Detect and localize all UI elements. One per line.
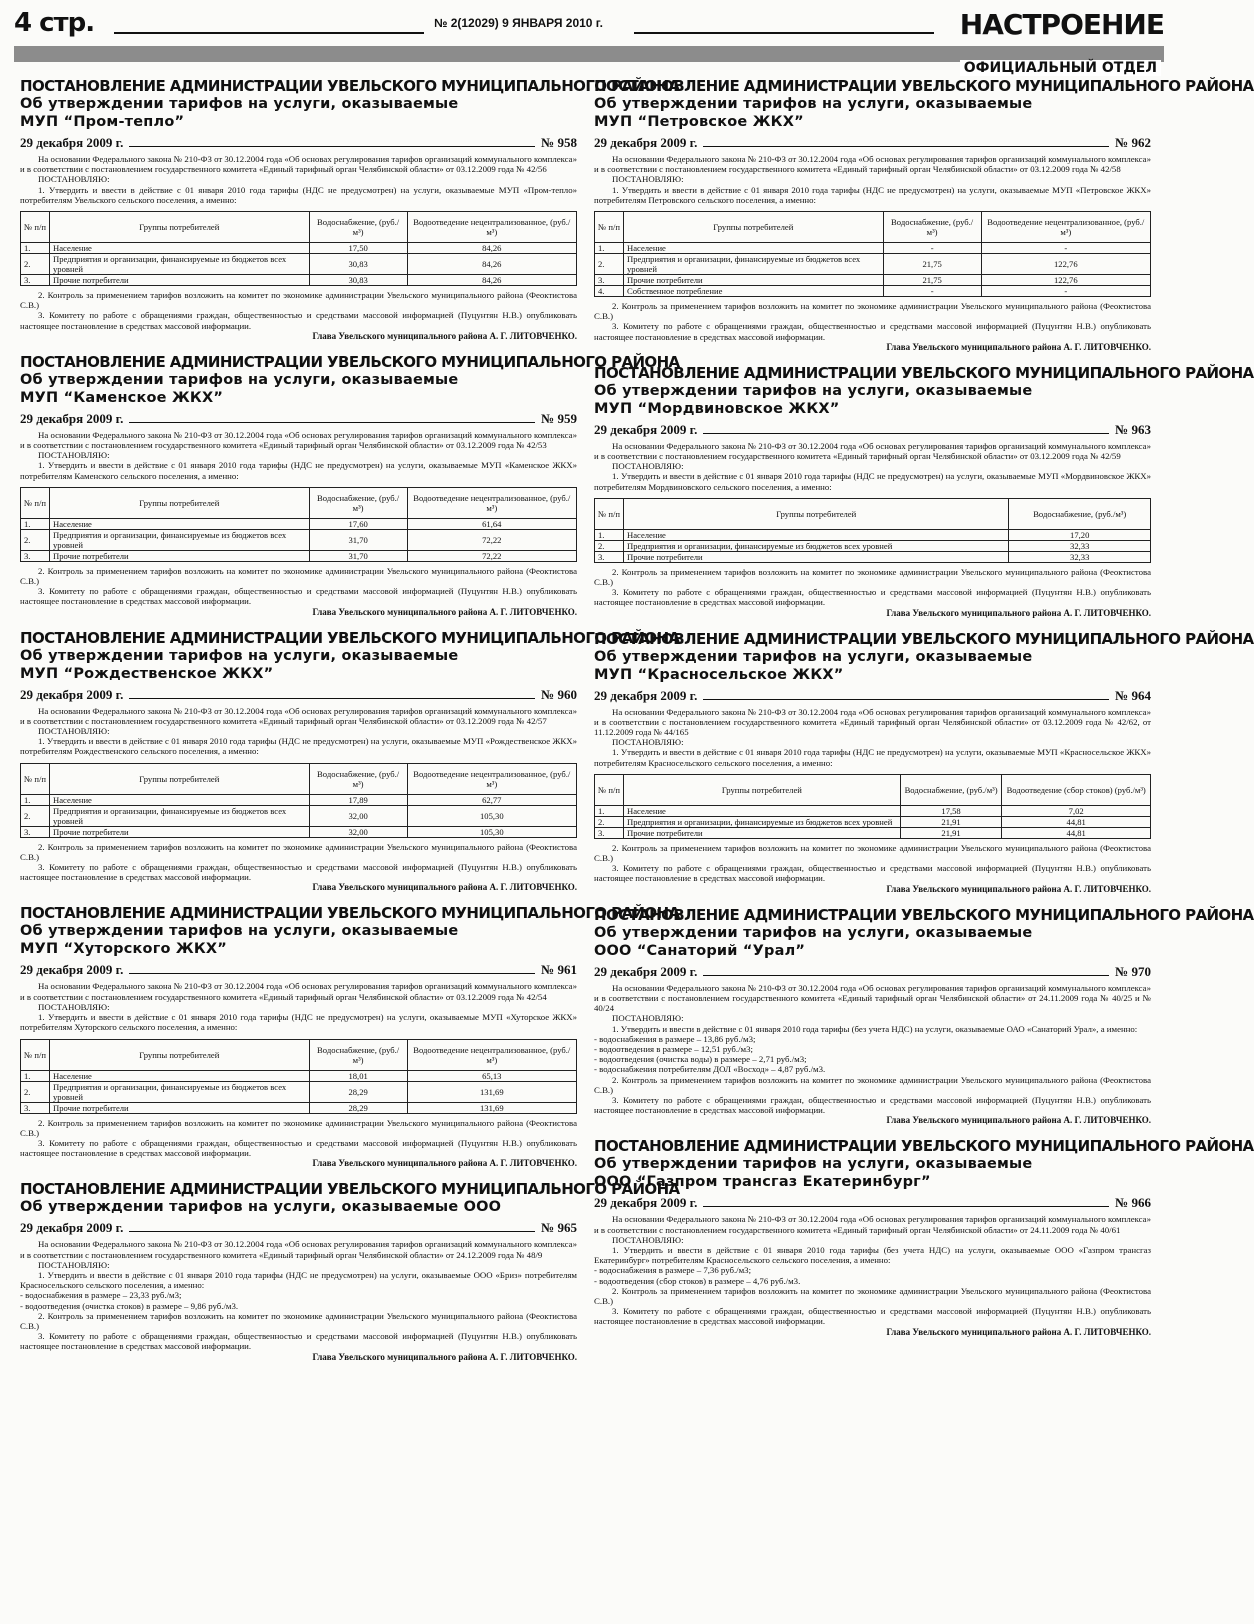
signature: Глава Увельского муниципального района А. Г. ЛИТОВЧЕНКО. [886,341,1151,352]
table-cell: 3. [595,275,624,286]
clause-2: 2. Контроль за применением тарифов возложить на комитет по экономике администрации Увельского муниципального района (Феоктистова С.В.) [20,565,577,587]
table-cell: 2. [21,805,50,826]
table-header: Водоотведение нецентрализованное, (руб./м³) [407,212,576,243]
clause-1: 1. Утвердить и ввести в действие с 01 января 2010 года тарифы (НДС не предусмотрен) на услуги, оказываемые ООО «Бриз» потребителям Красносельского сельского поселения, а именно: [20,1269,577,1291]
table-cell: 1. [21,243,50,254]
table-header: Группы потребителей [50,212,310,243]
table-cell: 1. [595,805,624,816]
table-row [595,805,1151,816]
resolution-heading: ПОСТАНОВЛЕНИЕ АДМИНИСТРАЦИИ УВЕЛЬСКОГО МУНИЦИПАЛЬНОГО РАЙОНА [594,363,1254,382]
table-row [595,551,1151,562]
table-header: Водоснабжение, (руб./м³) [309,212,407,243]
table-cell: - [981,243,1150,254]
table-cell: 30,83 [309,254,407,275]
resolution-number: № 960 [541,686,577,702]
preamble: На основании Федерального закона № 210-ФЗ от 30.12.2004 года «Об основах регулирования тарифов организаций коммунального комплекса» и в соответствии с постановлением государственного комитета «Единый тарифный орган Челябинской области» от 24.12.2009 года № 48/9 [20,1239,577,1260]
table-row [21,529,577,550]
table-cell: 31,70 [309,529,407,550]
table-header: Группы потребителей [624,774,901,805]
table-row [595,827,1151,838]
resolution-subject: Об утверждении тарифов на услуги, оказываемые [20,96,459,112]
table-cell: Население [624,243,884,254]
table-header: Водоснабжение, (руб./м³) [883,212,981,243]
resolution-number: № 961 [541,962,577,978]
table-cell: 2. [595,540,624,551]
table-cell: 28,29 [309,1081,407,1102]
table-cell: 72,22 [407,550,576,561]
clause-3: 3. Комитету по работе с обращениями граждан, общественностью и средствами массовой информацией (Пуцунтян Н.В.) опубликовать настоящее постановление в средствах массовой информации. [594,1306,1151,1327]
tariff-table [20,763,577,838]
table-cell: - [981,286,1150,297]
table-header: № п/п [21,763,50,794]
table-header: Водоснабжение, (руб./м³) [309,1039,407,1070]
table-row [21,550,577,561]
clause-2: 2. Контроль за применением тарифов возложить на комитет по экономике администрации Увельского муниципального района (Феоктистова С.В.) [594,301,1151,322]
table-cell: 21,91 [900,816,1002,827]
resolve-word: ПОСТАНОВЛЯЮ: [38,174,110,185]
table-cell: 32,00 [309,805,407,826]
clause-3: 3. Комитету по работе с обращениями граждан, общественностью и средствами массовой информацией (Пуцунтян Н.В.) опубликовать настоящее постановление в средствах массовой информации. [20,586,577,607]
tariff-line: - водоснабжения потребителям ДОЛ «Восход» – 4,87 руб./м3. [594,1064,826,1075]
table-cell: 32,00 [309,826,407,837]
table-cell: 84,26 [407,243,576,254]
resolution-960 [20,628,680,894]
resolution-subject: Об утверждении тарифов на услуги, оказываемые [594,924,1033,941]
page-number: 4 стр. [14,8,95,38]
date-line [594,688,1151,704]
resolution-date: 29 декабря 2009 г. [594,421,698,437]
table-cell: 21,75 [883,254,981,275]
clause-1: 1. Утвердить и ввести в действие с 01 января 2010 года тарифы (без учета НДС) на услуги, оказываемые ОАО «Санаторий Урал», а именно: [612,1023,1138,1034]
table-row [595,254,1151,275]
clause-2: 2. Контроль за применением тарифов возложить на комитет по экономике администрации Увельского муниципального района (Феоктистова С.В.) [594,1285,1151,1306]
clause-2: 2. Контроль за применением тарифов возложить на комитет по экономике администрации Увельского муниципального района (Феоктистова С.В.) [594,842,1151,864]
table-row [21,794,577,805]
table-cell: 3. [21,1102,50,1113]
date-line [20,1220,577,1236]
resolution-date: 29 декабря 2009 г. [20,1220,124,1236]
resolution-heading: ПОСТАНОВЛЕНИЕ АДМИНИСТРАЦИИ УВЕЛЬСКОГО МУНИЦИПАЛЬНОГО РАЙОНА [20,904,680,923]
table-header: Группы потребителей [50,1039,310,1070]
table-cell: 2. [21,529,50,550]
table-cell: 122,76 [981,254,1150,275]
table-row [21,1070,577,1081]
table-cell: Население [624,529,1009,540]
signature: Глава Увельского муниципального района А. Г. ЛИТОВЧЕНКО. [886,1115,1151,1126]
table-cell: 21,75 [883,275,981,286]
tariff-line: - водоснабжения в размере – 7,36 руб./м3; [594,1265,752,1276]
clause-1: 1. Утвердить и ввести в действие с 01 января 2010 года тарифы (НДС не предусмотрен) на услуги, оказываемые МУП «Красносельское ЖКХ» потребителям Красносельского сельского поселения, а именно: [594,747,1151,768]
table-cell: Предприятия и организации, финансируемые из бюджетов всех уровней [50,805,310,826]
table-cell: 72,22 [407,529,576,550]
preamble: На основании Федерального закона № 210-ФЗ от 30.12.2004 года «Об основах регулирования тарифов организаций коммунального комплекса» и в соответствии с постановлением государственного комитета «Единый тарифный орган Челябинской области» от 03.12.2009 года № 42/53 [20,429,577,451]
table-cell: Собственное потребление [624,286,884,297]
resolution-heading: ПОСТАНОВЛЕНИЕ АДМИНИСТРАЦИИ УВЕЛЬСКОГО МУНИЦИПАЛЬНОГО РАЙОНА [20,352,680,371]
table-cell: - [883,243,981,254]
preamble: На основании Федерального закона № 210-ФЗ от 30.12.2004 года «Об основах регулирования тарифов организаций коммунального комплекса» и в соответствии с постановлением государственного комитета «Единый тарифный орган Челябинской области» от 03.12.2009 года № 42/62, от 11.12.2009 года № 44/165 [594,706,1151,738]
table-row [21,805,577,826]
resolution-organization: МУП “Мордвиновское ЖКХ” [594,400,840,417]
table-header: Группы потребителей [50,487,310,518]
table-cell: Прочие потребители [50,275,310,286]
table-header: Водоснабжение, (руб./м³) [900,774,1002,805]
resolution-heading: ПОСТАНОВЛЕНИЕ АДМИНИСТРАЦИИ УВЕЛЬСКОГО МУНИЦИПАЛЬНОГО РАЙОНА [594,629,1254,648]
resolution-organization: МУП “Красносельское ЖКХ” [594,666,844,683]
table-cell: 105,30 [407,805,576,826]
clause-2: 2. Контроль за применением тарифов возложить на комитет по экономике администрации Увельского муниципального района (Феоктистова С.В.) [20,1117,577,1138]
table-cell: 1. [21,794,50,805]
table-header: № п/п [21,212,50,243]
table-cell: Предприятия и организации, финансируемые из бюджетов всех уровней [624,816,901,827]
resolution-date: 29 декабря 2009 г. [20,686,124,702]
preamble: На основании Федерального закона № 210-ФЗ от 30.12.2004 года «Об основах регулирования тарифов организаций коммунального комплекса» и в соответствии с постановлением государственного комитета «Единый тарифный орган Челябинской области» от 03.12.2009 года № 42/56 [20,154,577,175]
table-cell: Население [50,1070,310,1081]
clause-3: 3. Комитету по работе с обращениями граждан, общественностью и средствами массовой информацией (Пуцунтян Н.В.) опубликовать настоящее постановление в средствах массовой информации. [20,310,577,331]
date-line [594,1195,1151,1211]
clause-1: 1. Утвердить и ввести в действие с 01 января 2010 года тарифы (НДС не предусмотрен) на услуги, оказываемые МУП «Хуторское ЖКХ» потребителям Хуторского сельского поселения, а именно: [20,1012,577,1033]
table-header: Водоотведение нецентрализованное, (руб./м³) [407,487,576,518]
table-cell: 17,58 [900,805,1002,816]
table-cell: Прочие потребители [624,275,884,286]
table-cell: 105,30 [407,826,576,837]
preamble: На основании Федерального закона № 210-ФЗ от 30.12.2004 года «Об основах регулирования тарифов организаций коммунального комплекса» и в соответствии с постановлением государственного комитета «Единый тарифный орган Челябинской области» от 03.12.2009 года № 42/54 [20,981,577,1002]
clause-1: 1. Утвердить и ввести в действие с 01 января 2010 года тарифы (НДС не предусмотрен) на услуги, оказываемые МУП «Каменское ЖКХ» потребителям Каменского сельского поселения, а именно: [20,460,577,481]
table-cell: Прочие потребители [624,551,1009,562]
resolution-date: 29 декабря 2009 г. [594,687,698,703]
resolve-word: ПОСТАНОВЛЯЮ: [612,1013,684,1024]
resolution-heading: ПОСТАНОВЛЕНИЕ АДМИНИСТРАЦИИ УВЕЛЬСКОГО МУНИЦИПАЛЬНОГО РАЙОНА [594,1137,1254,1156]
resolution-959 [20,352,680,618]
resolution-date: 29 декабря 2009 г. [20,135,124,150]
resolution-number: № 970 [1115,963,1151,979]
resolution-organization: МУП “Петровское ЖКХ” [594,114,804,130]
table-header: № п/п [595,774,624,805]
preamble: На основании Федерального закона № 210-ФЗ от 30.12.2004 года «Об основах регулирования тарифов организаций коммунального комплекса» и в соответствии с постановлением государственного комитета «Единый тарифный орган Челябинской области» от 24.11.2009 года № 40/25 и № 40/24 [594,982,1151,1014]
table-cell: Прочие потребители [50,826,310,837]
resolution-number: № 966 [1115,1195,1151,1211]
signature: Глава Увельского муниципального района А. Г. ЛИТОВЧЕНКО. [312,1351,577,1362]
table-cell: Предприятия и организации, финансируемые из бюджетов всех уровней [624,254,884,275]
tariff-line: - водоотведения (сбор стоков) в размере – 4,76 руб./м3. [594,1275,801,1286]
resolution-heading: ПОСТАНОВЛЕНИЕ АДМИНИСТРАЦИИ УВЕЛЬСКОГО МУНИЦИПАЛЬНОГО РАЙОНА [594,905,1254,924]
resolution-number: № 962 [1115,135,1151,150]
table-cell: 3. [21,550,50,561]
table-header: Водоотведение нецентрализованное, (руб./м³) [981,212,1150,243]
table-cell: 3. [21,826,50,837]
table-row [595,286,1151,297]
clause-1: 1. Утвердить и ввести в действие с 01 января 2010 года тарифы (НДС не предусмотрен) на услуги, оказываемые МУП «Петровское ЖКХ» потребителям Петровского сельского поселения, а именно: [594,184,1151,205]
clause-3: 3. Комитету по работе с обращениями граждан, общественностью и средствами массовой информацией (Пуцунтян Н.В.) опубликовать настоящее постановление в средствах массовой информации. [20,1137,577,1159]
tariff-line: - водоотведения (очистка воды) в размере – 2,71 руб./м3; [594,1054,807,1065]
table-cell: 18,01 [309,1070,407,1081]
resolution-date: 29 декабря 2009 г. [594,1195,698,1211]
resolution-subject: Об утверждении тарифов на услуги, оказываемые [20,371,459,388]
table-cell: 44,81 [1002,816,1151,827]
table-cell: 30,83 [309,275,407,286]
table-cell: - [883,286,981,297]
table-header: Водоотведение (сбор стоков) (руб./м³) [1002,774,1151,805]
table-cell: 17,89 [309,794,407,805]
table-cell: 3. [595,551,624,562]
tariff-table [594,774,1151,839]
table-cell: 61,64 [407,518,576,529]
resolution-date: 29 декабря 2009 г. [594,135,698,150]
preamble: На основании Федерального закона № 210-ФЗ от 30.12.2004 года «Об основах регулирования тарифов организаций коммунального комплекса» и в соответствии с постановлением государственного комитета «Единый тарифный орган Челябинской области» от 03.12.2009 года № 42/59 [594,440,1151,462]
date-line [20,687,577,703]
preamble: На основании Федерального закона № 210-ФЗ от 30.12.2004 года «Об основах регулирования тарифов организаций коммунального комплекса» и в соответствии с постановлением государственного комитета «Единый тарифный орган Челябинской области» от 03.12.2009 года № 42/57 [20,705,577,726]
table-row [595,243,1151,254]
resolution-date: 29 декабря 2009 г. [20,962,124,978]
table-cell: 32,33 [1009,551,1151,562]
signature: Глава Увельского муниципального района А. Г. ЛИТОВЧЕНКО. [312,882,577,893]
resolution-date: 29 декабря 2009 г. [20,410,124,426]
issue-info: № 2(12029) 9 ЯНВАРЯ 2010 г. [434,16,603,30]
header-rule [634,32,934,34]
table-cell: 2. [21,1081,50,1102]
table-cell: 1. [595,243,624,254]
resolution-subject: Об утверждении тарифов на услуги, оказываемые [20,647,459,664]
table-header: № п/п [595,498,624,529]
resolve-word: ПОСТАНОВЛЯЮ: [38,450,110,461]
clause-1: 1. Утвердить и ввести в действие с 01 января 2010 года тарифы (НДС не предусмотрен) на услуги, оказываемые МУП «Пром-тепло» потребителям Увельского сельского поселения, а именно: [20,184,577,205]
resolution-number: № 959 [541,410,577,426]
table-cell: 2. [21,254,50,275]
table-cell: 32,33 [1009,540,1151,551]
clause-2: 2. Контроль за применением тарифов возложить на комитет по экономике администрации Увельского муниципального района (Феоктистова С.В.) [20,1310,577,1331]
resolve-word: ПОСТАНОВЛЯЮ: [38,1001,110,1012]
table-cell: Население [50,794,310,805]
resolve-word: ПОСТАНОВЛЯЮ: [612,174,684,185]
resolution-date: 29 декабря 2009 г. [594,963,698,979]
table-cell: 1. [595,529,624,540]
table-cell: 3. [595,827,624,838]
table-row [595,275,1151,286]
resolve-word: ПОСТАНОВЛЯЮ: [612,461,684,472]
clause-3: 3. Комитету по работе с обращениями граждан, общественностью и средствами массовой информацией (Пуцунтян Н.В.) опубликовать настоящее постановление в средствах массовой информации. [20,1331,577,1352]
clause-2: 2. Контроль за применением тарифов возложить на комитет по экономике администрации Увельского муниципального района (Феоктистова С.В.) [594,1074,1151,1095]
resolution-subject: Об утверждении тарифов на услуги, оказываемые [20,923,459,940]
date-line [20,411,577,427]
clause-1: 1. Утвердить и ввести в действие с 01 января 2010 года тарифы (НДС не предусмотрен) на услуги, оказываемые МУП «Мордвиновское ЖКХ» потребителям Мордвиновского сельского поселения, а именно: [594,471,1151,492]
table-row [595,816,1151,827]
resolution-organization: ООО “Газпром трансгаз Екатеринбург” [594,1174,931,1191]
table-cell: 131,69 [407,1102,576,1113]
table-cell: 65,13 [407,1070,576,1081]
tariff-line: - водоотведения в размере – 12,51 руб./м3; [594,1043,753,1054]
clause-2: 2. Контроль за применением тарифов возложить на комитет по экономике администрации Увельского муниципального района (Феоктистова С.В.) [20,841,577,862]
table-header: Водоснабжение, (руб./м³) [309,487,407,518]
resolution-subject: Об утверждении тарифов на услуги, оказываемые [594,648,1033,665]
table-row [595,540,1151,551]
table-header: Водоотведение нецентрализованное, (руб./м³) [407,1039,576,1070]
resolution-organization: МУП “Каменское ЖКХ” [20,389,224,406]
signature: Глава Увельского муниципального района А. Г. ЛИТОВЧЕНКО. [886,883,1151,894]
table-cell: 44,81 [1002,827,1151,838]
clause-1: 1. Утвердить и ввести в действие с 01 января 2010 года тарифы (без учета НДС) на услуги, оказываемые ООО «Газпром трансгаз Екатеринбург» потребителям Красносельского сельского поселения, а именно: [594,1244,1151,1266]
table-header: Водоснабжение, (руб./м³) [1009,498,1151,529]
tariff-table [594,498,1151,563]
resolution-966 [594,1137,1254,1337]
resolve-word: ПОСТАНОВЛЯЮ: [612,737,684,748]
table-header: Группы потребителей [624,212,884,243]
resolution-number: № 958 [541,135,577,150]
signature: Глава Увельского муниципального района А. Г. ЛИТОВЧЕНКО. [312,606,577,617]
table-cell: Предприятия и организации, финансируемые из бюджетов всех уровней [624,540,1009,551]
header-rule [114,32,424,34]
table-cell: 2. [595,816,624,827]
table-header: № п/п [21,1039,50,1070]
table-cell: 3. [21,275,50,286]
table-cell: 4. [595,286,624,297]
table-cell: 84,26 [407,275,576,286]
table-cell: 17,50 [309,243,407,254]
table-cell: Население [50,518,310,529]
signature: Глава Увельского муниципального района А. Г. ЛИТОВЧЕНКО. [886,1326,1151,1337]
table-header: № п/п [21,487,50,518]
table-row [21,518,577,529]
table-row [21,826,577,837]
table-cell: 1. [21,518,50,529]
table-cell: Предприятия и организации, финансируемые из бюджетов всех уровней [50,1081,310,1102]
table-cell: 62,77 [407,794,576,805]
date-line [594,422,1151,438]
signature: Глава Увельского муниципального района А. Г. ЛИТОВЧЕНКО. [312,1158,577,1169]
clause-3: 3. Комитету по работе с обращениями граждан, общественностью и средствами массовой информацией (Пуцунтян Н.В.) опубликовать настоящее постановление в средствах массовой информации. [20,862,577,883]
table-row [21,1102,577,1113]
signature: Глава Увельского муниципального района А. Г. ЛИТОВЧЕНКО. [886,607,1151,618]
table-cell: Прочие потребители [50,1102,310,1113]
tariff-table [20,211,577,286]
table-cell: Прочие потребители [624,827,901,838]
resolution-subject: Об утверждении тарифов на услуги, оказываемые [594,96,1033,112]
clause-1: 1. Утвердить и ввести в действие с 01 января 2010 года тарифы (НДС не предусмотрен) на услуги, оказываемые МУП «Рождественское ЖКХ» потребителям Рождественского сельского поселения, а именно: [20,736,577,757]
tariff-line: - водоснабжения в размере – 23,33 руб./м3; [20,1290,182,1301]
resolution-970 [594,905,1254,1127]
right-column [594,77,1254,1350]
resolution-subject: Об утверждении тарифов на услуги, оказываемые ООО [20,1199,502,1216]
resolution-963 [594,363,1254,619]
table-cell: 17,60 [309,518,407,529]
date-line [594,964,1151,980]
table-cell: Предприятия и организации, финансируемые из бюджетов всех уровней [50,254,310,275]
table-cell: 28,29 [309,1102,407,1113]
resolution-organization: МУП “Хуторского ЖКХ” [20,941,227,958]
table-cell: 122,76 [981,275,1150,286]
clause-3: 3. Комитету по работе с обращениями граждан, общественностью и средствами массовой информацией (Пуцунтян Н.В.) опубликовать настоящее постановление в средствах массовой информации. [594,587,1151,608]
resolution-organization: ООО “Санаторий “Урал” [594,942,806,959]
table-cell: 2. [595,254,624,275]
table-row [595,529,1151,540]
resolution-organization: МУП “Рождественское ЖКХ” [20,665,274,682]
table-cell: Предприятия и организации, финансируемые из бюджетов всех уровней [50,529,310,550]
table-row [21,275,577,286]
table-cell: 84,26 [407,254,576,275]
resolve-word: ПОСТАНОВЛЯЮ: [38,726,110,737]
table-cell: 17,20 [1009,529,1151,540]
resolution-964 [594,629,1254,895]
tariff-table [20,487,577,562]
table-cell: Население [624,805,901,816]
resolution-number: № 964 [1115,687,1151,703]
section-label: ОФИЦИАЛЬНЫЙ ОТДЕЛ [960,60,1161,76]
clause-3: 3. Комитету по работе с обращениями граждан, общественностью и средствами массовой информацией (Пуцунтян Н.В.) опубликовать настоящее постановление в средствах массовой информации. [594,863,1151,884]
tariff-table [594,211,1151,297]
table-cell: 1. [21,1070,50,1081]
clause-3: 3. Комитету по работе с обращениями граждан, общественностью и средствами массовой информацией (Пуцунтян Н.В.) опубликовать настоящее постановление в средствах массовой информации. [594,321,1151,342]
preamble: На основании Федерального закона № 210-ФЗ от 30.12.2004 года «Об основах регулирования тарифов организаций коммунального комплекса» и в соответствии с постановлением государственного комитета «Единый тарифный орган Челябинской области» от 03.12.2009 года № 42/58 [594,154,1151,175]
table-header: Водоотведение нецентрализованное, (руб./м³) [407,763,576,794]
resolution-heading: ПОСТАНОВЛЕНИЕ АДМИНИСТРАЦИИ УВЕЛЬСКОГО МУНИЦИПАЛЬНОГО РАЙОНА [20,628,680,647]
preamble: На основании Федерального закона № 210-ФЗ от 30.12.2004 года «Об основах регулирования тарифов организаций коммунального комплекса» и в соответствии с постановлением государственного комитета «Единый тарифный орган Челябинской области» от 24.11.2009 года № 40/61 [594,1214,1151,1235]
clause-2: 2. Контроль за применением тарифов возложить на комитет по экономике администрации Увельского муниципального района (Феоктистова С.В.) [594,566,1151,588]
resolution-heading: ПОСТАНОВЛЕНИЕ АДМИНИСТРАЦИИ УВЕЛЬСКОГО МУНИЦИПАЛЬНОГО РАЙОНА [20,1180,680,1199]
date-line [594,135,1151,151]
table-row [21,243,577,254]
resolution-number: № 965 [541,1220,577,1236]
clause-3: 3. Комитету по работе с обращениями граждан, общественностью и средствами массовой информацией (Пуцунтян Н.В.) опубликовать настоящее постановление в средствах массовой информации. [594,1094,1151,1116]
signature: Глава Увельского муниципального района А. Г. ЛИТОВЧЕНКО. [312,330,577,341]
newspaper-brand: НАСТРОЕНИЕ [959,8,1164,41]
resolution-subject: Об утверждении тарифов на услуги, оказываемые [594,382,1033,399]
table-cell: 131,69 [407,1081,576,1102]
date-line [20,962,577,978]
date-line [20,135,577,151]
resolution-heading: ПОСТАНОВЛЕНИЕ АДМИНИСТРАЦИИ УВЕЛЬСКОГО МУНИЦИПАЛЬНОГО РАЙОНА [594,77,1254,95]
clause-2: 2. Контроль за применением тарифов возложить на комитет по экономике администрации Увельского муниципального района (Феоктистова С.В.) [20,290,577,311]
table-header: Группы потребителей [50,763,310,794]
tariff-line: - водоснабжения в размере – 13,86 руб./м3; [594,1033,756,1044]
tariff-table [20,1039,577,1114]
resolution-heading: ПОСТАНОВЛЕНИЕ АДМИНИСТРАЦИИ УВЕЛЬСКОГО МУНИЦИПАЛЬНОГО РАЙОНА [20,77,680,95]
table-header: № п/п [595,212,624,243]
table-cell: 7,02 [1002,805,1151,816]
resolve-word: ПОСТАНОВЛЯЮ: [612,1234,684,1245]
table-cell: 31,70 [309,550,407,561]
table-cell: Прочие потребители [50,550,310,561]
resolution-number: № 963 [1115,421,1151,437]
resolve-word: ПОСТАНОВЛЯЮ: [38,1259,110,1270]
table-header: Группы потребителей [624,498,1009,529]
table-cell: 21,91 [900,827,1002,838]
resolution-subject: Об утверждении тарифов на услуги, оказываемые [594,1156,1033,1173]
resolution-organization: МУП “Пром-тепло” [20,114,185,130]
table-row [21,254,577,275]
table-row [21,1081,577,1102]
tariff-line: - водоотведения (очистка стоков) в размере – 9,86 руб./м3. [20,1300,239,1311]
table-header: Водоснабжение, (руб./м³) [309,763,407,794]
page-header [14,8,1164,46]
table-cell: Население [50,243,310,254]
resolution-962 [594,77,1254,353]
